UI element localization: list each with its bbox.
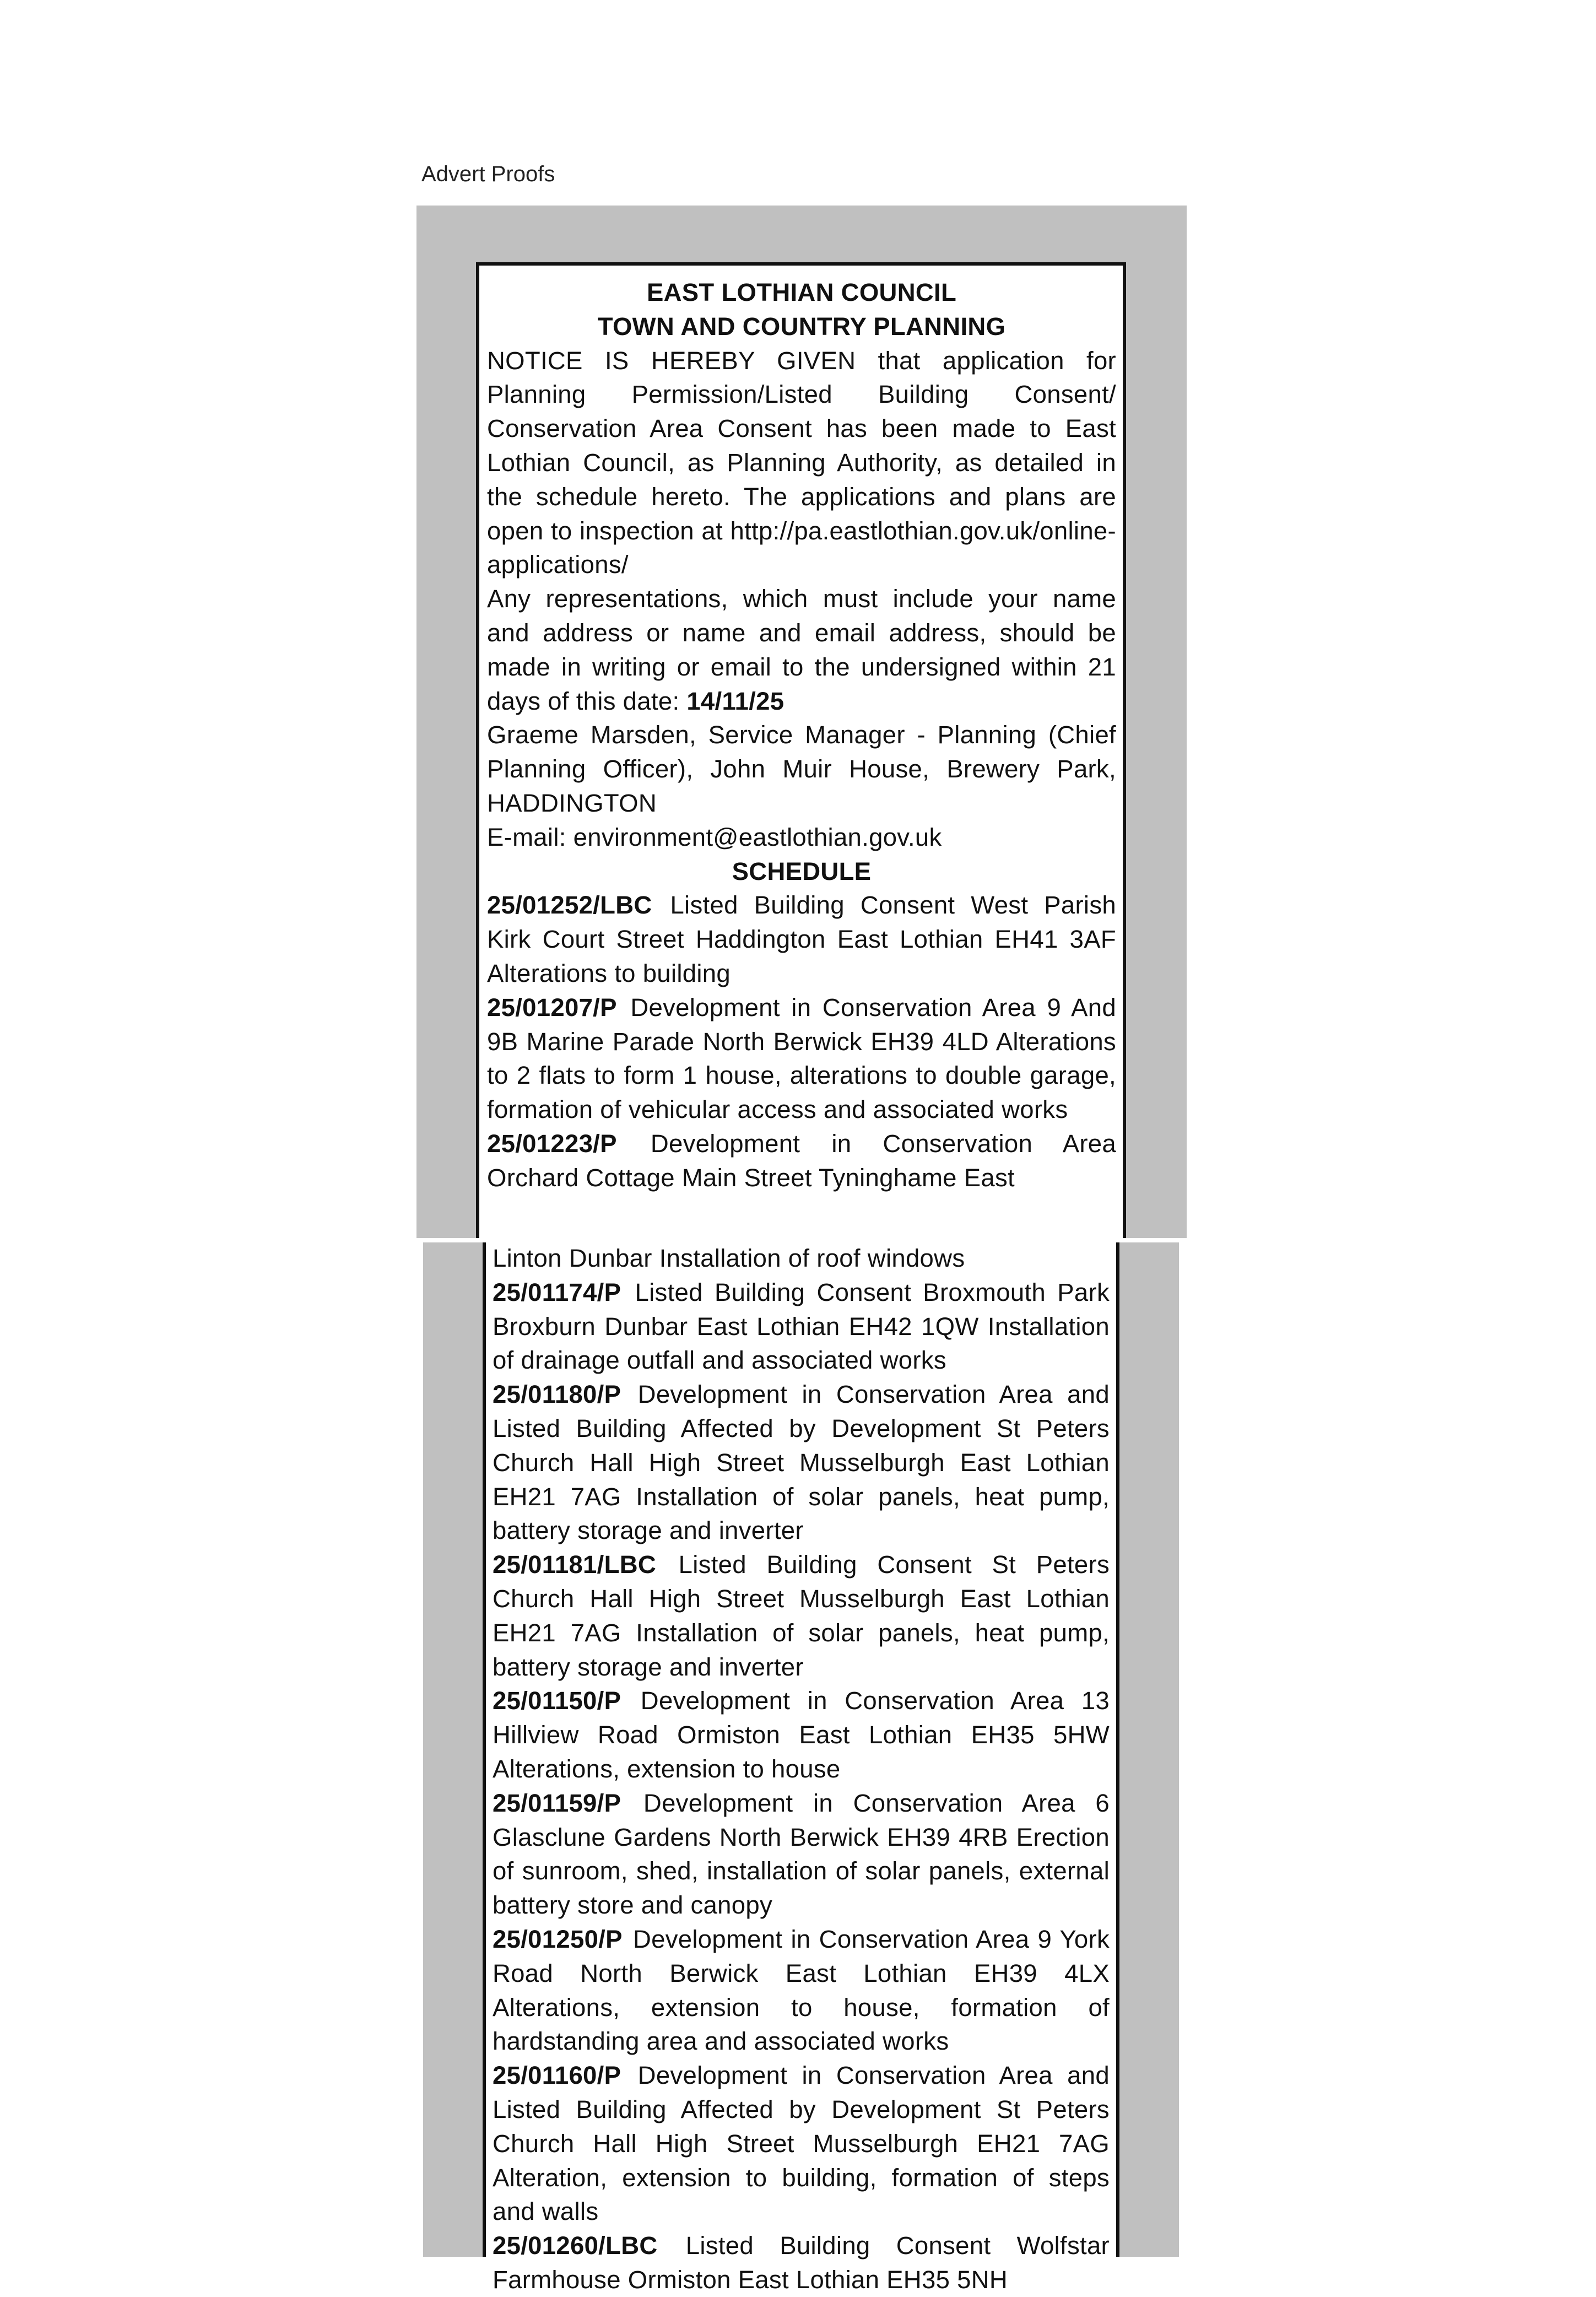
application-ref: 25/01260/LBC: [493, 2231, 658, 2260]
notice-representations: [487, 582, 1116, 718]
schedule-entry: [493, 1684, 1110, 1786]
application-ref: 25/01150/P: [493, 1687, 621, 1715]
schedule-entry: [493, 2058, 1110, 2229]
schedule-entry: [493, 1377, 1110, 1548]
application-description: Development in Conservation Area and Listed Building Affected by Development St Peters Church Hall High Street Musselburgh East Lothian EH21 7AG Installation of solar panels, heat pump, battery storage and inverter: [493, 1380, 1110, 1545]
schedule-entry: [487, 1127, 1116, 1195]
schedule-heading: SCHEDULE: [732, 857, 872, 885]
application-description: Listed Building Consent West Parish Kirk Court Street Haddington East Lothian EH41 3AF Alterations to building: [487, 891, 1116, 987]
schedule-entry: [487, 991, 1116, 1127]
notice-column-bottom: [483, 1242, 1119, 2294]
header-fragment: Advert Proofs: [421, 162, 555, 186]
representations-text: Any representations, which must include your name and address or name and email address, should be made in writing or email to the undersigned within 21 days of this date:: [487, 585, 1116, 715]
application-description: Development in Conservation Area Orchard Cottage Main Street Tyninghame East: [487, 1129, 1116, 1192]
application-description: Development in Conservation Area 13 Hillview Road Ormiston East Lothian EH35 5HW Alterations, extension to house: [493, 1687, 1110, 1783]
application-ref: 25/01159/P: [493, 1788, 621, 1817]
application-ref: 25/01252/LBC: [487, 891, 652, 920]
notice-date: 14/11/25: [686, 687, 785, 715]
schedule-continuation: Linton Dunbar Installation of roof windows: [493, 1244, 965, 1272]
application-description: Development in Conservation Area and Listed Building Affected by Development St Peters Church Hall High Street Musselburgh EH21 7AG Alteration, extension to building, formation of steps and walls: [493, 2061, 1110, 2226]
application-description: Development in Conservation Area 6 Glasclune Gardens North Berwick EH39 4RB Erection of sunroom, shed, installation of solar panels, external battery store and canopy: [493, 1788, 1110, 1920]
notice-intro: NOTICE IS HEREBY GIVEN that application for Planning Permission/Listed Building Consent/ Conservation Area Consent has been made to East Lothian Council, as Planning Authority, as detailed in the schedule hereto. The applications and plans are open to inspection at http://pa.eastlothian.gov.uk/online-applications/: [487, 346, 1116, 579]
application-description: Listed Building Consent St Peters Church Hall High Street Musselburgh East Lothian EH21 7AG Installation of solar panels, heat pump, battery storage and inverter: [493, 1550, 1110, 1681]
application-description: Listed Building Consent Wolfstar Farmhouse Ormiston East Lothian EH35 5NH: [493, 2231, 1110, 2294]
notice-column-top: [476, 262, 1126, 1238]
application-description: Development in Conservation Area 9 And 9B Marine Parade North Berwick EH39 4LD Alterations to 2 flats to form 1 house, alterations to double garage, formation of vehicular access and associated works: [487, 993, 1116, 1124]
application-ref: 25/01160/P: [493, 2061, 621, 2090]
application-ref: 25/01223/P: [487, 1129, 617, 1158]
notice-email: E-mail: environment@eastlothian.gov.uk: [487, 823, 942, 851]
application-description: Listed Building Consent Broxmouth Park Broxburn Dunbar East Lothian EH42 1QW Installation of drainage outfall and associated works: [493, 1278, 1110, 1375]
schedule-list-top: [487, 888, 1116, 1195]
schedule-list-bottom: [493, 1275, 1110, 2297]
application-ref: 25/01181/LBC: [493, 1550, 657, 1579]
schedule-entry: [487, 888, 1116, 990]
notice-title: EAST LOTHIAN COUNCIL: [646, 278, 957, 306]
schedule-entry: [493, 1548, 1110, 1684]
schedule-entry: [493, 1275, 1110, 1377]
application-ref: 25/01180/P: [493, 1380, 621, 1409]
schedule-entry: [493, 1922, 1110, 2058]
application-ref: 25/01250/P: [493, 1925, 623, 1953]
schedule-entry: [493, 2229, 1110, 2297]
notice-signatory: Graeme Marsden, Service Manager - Planning (Chief Planning Officer), John Muir House, Brewery Park, HADDINGTON: [487, 721, 1116, 817]
application-description: Development in Conservation Area 9 York Road North Berwick East Lothian EH39 4LX Alterations, extension to house, formation of hardstanding area and associated works: [493, 1925, 1110, 2056]
schedule-entry: [493, 1786, 1110, 1922]
application-ref: 25/01174/P: [493, 1278, 621, 1306]
notice-subtitle: TOWN AND COUNTRY PLANNING: [597, 312, 1006, 341]
application-ref: 25/01207/P: [487, 993, 617, 1022]
